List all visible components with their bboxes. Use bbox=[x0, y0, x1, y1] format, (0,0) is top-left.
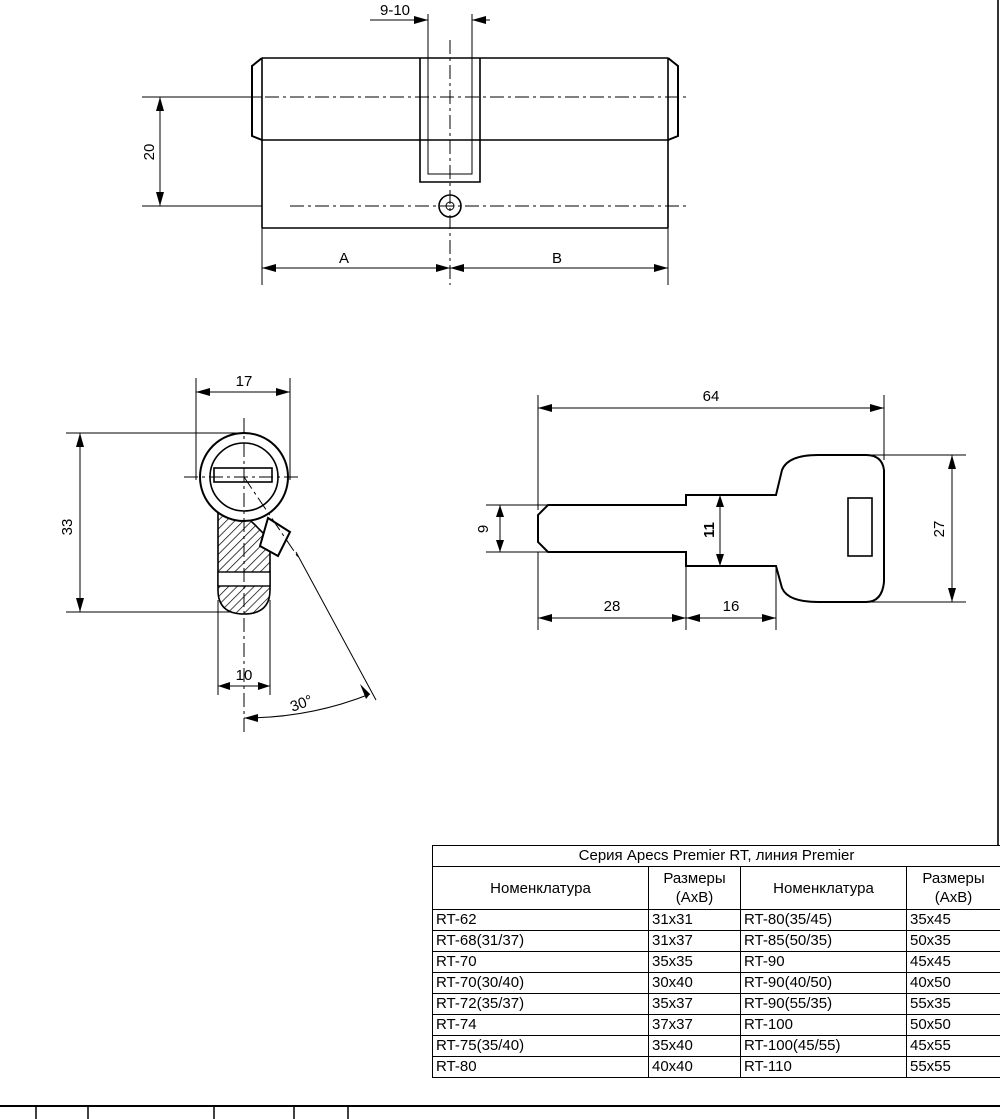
dim-height-label: 20 bbox=[141, 143, 158, 161]
dim-side-height-label: 33 bbox=[59, 518, 76, 536]
dim-angle-label: 30° bbox=[287, 691, 316, 716]
nomenclature-cell: RT-80 bbox=[433, 1057, 649, 1078]
dimensions-cell: 35x37 bbox=[649, 994, 741, 1015]
nomenclature-cell: RT-70 bbox=[433, 952, 649, 973]
table-row bbox=[433, 1036, 1000, 1057]
col-header-dimensions: Размеры (AxB) bbox=[649, 867, 741, 910]
nomenclature-cell: RT-68(31/37) bbox=[433, 931, 649, 952]
dimensions-cell: 31x31 bbox=[649, 910, 741, 931]
table-header-row bbox=[433, 867, 1000, 910]
cylinder-side-view bbox=[66, 378, 376, 735]
dim-cam-label: 10 bbox=[235, 667, 253, 684]
nomenclature-cell: RT-62 bbox=[433, 910, 649, 931]
dimensions-cell: 40x40 bbox=[649, 1057, 741, 1078]
dimensions-cell: 40x50 bbox=[907, 973, 1000, 994]
col-header-nomenclature: Номенклатура bbox=[433, 867, 649, 910]
nomenclature-cell: RT-100(45/55) bbox=[741, 1036, 907, 1057]
nomenclature-cell: RT-74 bbox=[433, 1015, 649, 1036]
dimensions-cell: 55x55 bbox=[907, 1057, 1000, 1078]
dim-b-label: B bbox=[551, 250, 563, 267]
table-row bbox=[433, 1015, 1000, 1036]
dim-side-width-label: 17 bbox=[235, 373, 253, 390]
dim-key-neck-label: 11 bbox=[701, 522, 718, 538]
nomenclature-cell: RT-90(40/50) bbox=[741, 973, 907, 994]
dimensions-cell: 31x37 bbox=[649, 931, 741, 952]
nomenclature-cell: RT-85(50/35) bbox=[741, 931, 907, 952]
title-block-strip bbox=[0, 1104, 1000, 1119]
nomenclature-cell: RT-70(30/40) bbox=[433, 973, 649, 994]
nomenclature-cell: RT-110 bbox=[741, 1057, 907, 1078]
table-title: Серия Apecs Premier RT, линия Premier bbox=[433, 846, 1000, 867]
dim-key-neck-len-label: 16 bbox=[722, 598, 740, 615]
dimensions-cell: 30x40 bbox=[649, 973, 741, 994]
table-body bbox=[433, 910, 1000, 1078]
dimensions-cell: 45x45 bbox=[907, 952, 1000, 973]
dim-a-label: A bbox=[338, 250, 350, 267]
col-header-dimensions: Размеры (AxB) bbox=[907, 867, 1000, 910]
dimensions-cell: 55x35 bbox=[907, 994, 1000, 1015]
key-view bbox=[486, 395, 966, 630]
col-header-nomenclature: Номенклатура bbox=[741, 867, 907, 910]
dimensions-cell: 45x55 bbox=[907, 1036, 1000, 1057]
nomenclature-cell: RT-72(35/37) bbox=[433, 994, 649, 1015]
dimensions-cell: 50x35 bbox=[907, 931, 1000, 952]
nomenclature-cell: RT-75(35/40) bbox=[433, 1036, 649, 1057]
dimensions-cell: 37x37 bbox=[649, 1015, 741, 1036]
dim-key-head-label: 27 bbox=[931, 520, 948, 538]
dim-key-length-label: 64 bbox=[702, 388, 720, 405]
dim-key-blade-label: 9 bbox=[475, 524, 492, 534]
table-row bbox=[433, 973, 1000, 994]
nomenclature-cell: RT-90(55/35) bbox=[741, 994, 907, 1015]
table-row bbox=[433, 994, 1000, 1015]
nomenclature-cell: RT-90 bbox=[741, 952, 907, 973]
table-title-row bbox=[433, 846, 1000, 867]
dimensions-cell: 50x50 bbox=[907, 1015, 1000, 1036]
table-row bbox=[433, 931, 1000, 952]
dim-key-blade-len-label: 28 bbox=[603, 598, 621, 615]
nomenclature-cell: RT-80(35/45) bbox=[741, 910, 907, 931]
table-row bbox=[433, 910, 1000, 931]
table-row bbox=[433, 952, 1000, 973]
dim-groove-label: 9-10 bbox=[380, 2, 411, 19]
specification-table bbox=[432, 845, 1000, 1078]
table-row bbox=[433, 1057, 1000, 1078]
nomenclature-cell: RT-100 bbox=[741, 1015, 907, 1036]
dimensions-cell: 35x40 bbox=[649, 1036, 741, 1057]
dimensions-cell: 35x35 bbox=[649, 952, 741, 973]
cylinder-front-view bbox=[142, 14, 690, 285]
dimensions-cell: 35x45 bbox=[907, 910, 1000, 931]
